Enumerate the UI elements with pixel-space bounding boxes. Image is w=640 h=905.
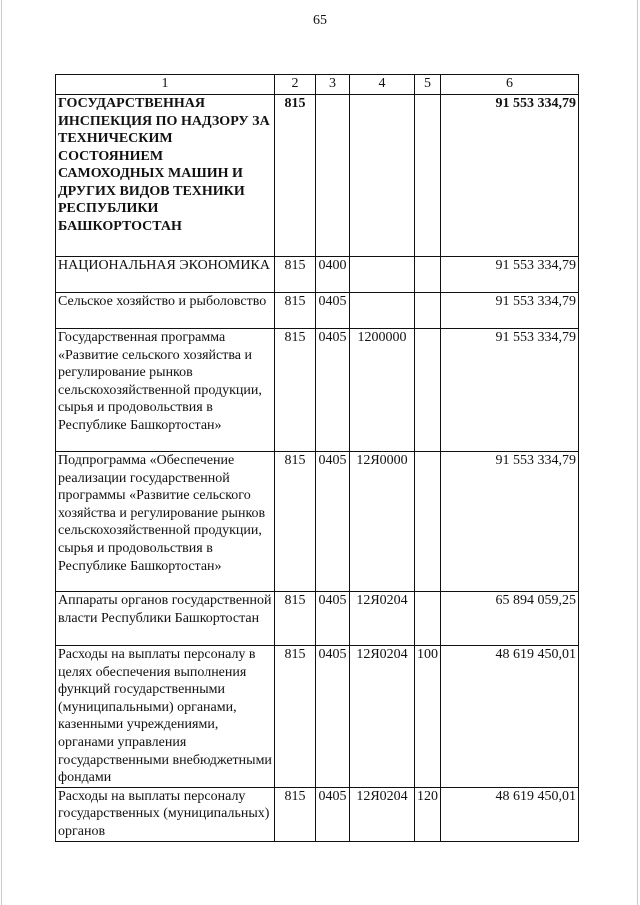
column-header-section: 3 <box>316 75 350 95</box>
row-amount: 65 894 059,25 <box>441 592 579 646</box>
row-ministry-code: 815 <box>275 787 316 841</box>
scan-edge-left <box>1 0 2 905</box>
page-number: 65 <box>313 13 327 28</box>
row-section-code <box>316 95 350 257</box>
row-name: Подпрограмма «Обеспечение реализации государственной программы «Развитие сельского хозяйства и регулирование рынков сельскохозяйственной продукции, сырья и продовольствия в Республике Башкортостан» <box>56 452 275 592</box>
table-row <box>56 787 579 841</box>
row-target-code: 12Я0204 <box>350 646 415 788</box>
row-amount: 48 619 450,01 <box>441 646 579 788</box>
row-name: ГОСУДАРСТВЕННАЯ ИНСПЕКЦИЯ ПО НАДЗОРУ ЗА ТЕХНИЧЕСКИМ СОСТОЯНИЕМ САМОХОДНЫХ МАШИН И ДРУГИХ ВИДОВ ТЕХНИКИ РЕСПУБЛИКИ БАШКОРТОСТАН <box>56 95 275 257</box>
row-name: Расходы на выплаты персоналу в целях обеспечения выполнения функций государственными (муниципальными) органами, казенными учреждениями, органами управления государственными внебюджетными фондами <box>56 646 275 788</box>
row-amount: 91 553 334,79 <box>441 293 579 329</box>
row-section-code: 0405 <box>316 293 350 329</box>
row-expense-code <box>415 452 441 592</box>
row-ministry-code: 815 <box>275 452 316 592</box>
row-ministry-code: 815 <box>275 592 316 646</box>
row-amount: 91 553 334,79 <box>441 329 579 452</box>
row-expense-code <box>415 95 441 257</box>
row-expense-code <box>415 293 441 329</box>
row-ministry-code: 815 <box>275 293 316 329</box>
table-row <box>56 293 579 329</box>
row-expense-code: 100 <box>415 646 441 788</box>
row-section-code: 0400 <box>316 257 350 293</box>
row-ministry-code: 815 <box>275 257 316 293</box>
row-name: Государственная программа «Развитие сельского хозяйства и регулирование рынков сельскохозяйственной продукции, сырья и продовольствия в Республике Башкортостан» <box>56 329 275 452</box>
row-expense-code: 120 <box>415 787 441 841</box>
column-header-expense-type: 5 <box>415 75 441 95</box>
table-row <box>56 95 579 257</box>
column-header-ministry: 2 <box>275 75 316 95</box>
row-target-code: 1200000 <box>350 329 415 452</box>
row-ministry-code: 815 <box>275 329 316 452</box>
row-expense-code <box>415 329 441 452</box>
column-header-name: 1 <box>56 75 275 95</box>
table-row <box>56 452 579 592</box>
table-row <box>56 592 579 646</box>
row-name: Аппараты органов государственной власти Республики Башкортостан <box>56 592 275 646</box>
budget-table <box>55 74 579 842</box>
row-section-code: 0405 <box>316 452 350 592</box>
row-section-code: 0405 <box>316 329 350 452</box>
row-target-code: 12Я0204 <box>350 787 415 841</box>
row-section-code: 0405 <box>316 646 350 788</box>
row-expense-code <box>415 592 441 646</box>
row-target-code <box>350 293 415 329</box>
row-name: Сельское хозяйство и рыболовство <box>56 293 275 329</box>
row-expense-code <box>415 257 441 293</box>
row-target-code: 12Я0204 <box>350 592 415 646</box>
table-header-row <box>56 75 579 95</box>
row-target-code <box>350 95 415 257</box>
row-target-code: 12Я0000 <box>350 452 415 592</box>
row-ministry-code: 815 <box>275 646 316 788</box>
row-target-code <box>350 257 415 293</box>
row-name: Расходы на выплаты персоналу государственных (муниципальных) органов <box>56 787 275 841</box>
column-header-target: 4 <box>350 75 415 95</box>
row-section-code: 0405 <box>316 787 350 841</box>
table-row <box>56 329 579 452</box>
row-name: НАЦИОНАЛЬНАЯ ЭКОНОМИКА <box>56 257 275 293</box>
row-section-code: 0405 <box>316 592 350 646</box>
column-header-amount: 6 <box>441 75 579 95</box>
row-amount: 91 553 334,79 <box>441 452 579 592</box>
row-amount: 91 553 334,79 <box>441 257 579 293</box>
table-row <box>56 646 579 788</box>
scan-edge-right <box>637 0 638 905</box>
table-row <box>56 257 579 293</box>
row-ministry-code: 815 <box>275 95 316 257</box>
row-amount: 48 619 450,01 <box>441 787 579 841</box>
row-amount: 91 553 334,79 <box>441 95 579 257</box>
